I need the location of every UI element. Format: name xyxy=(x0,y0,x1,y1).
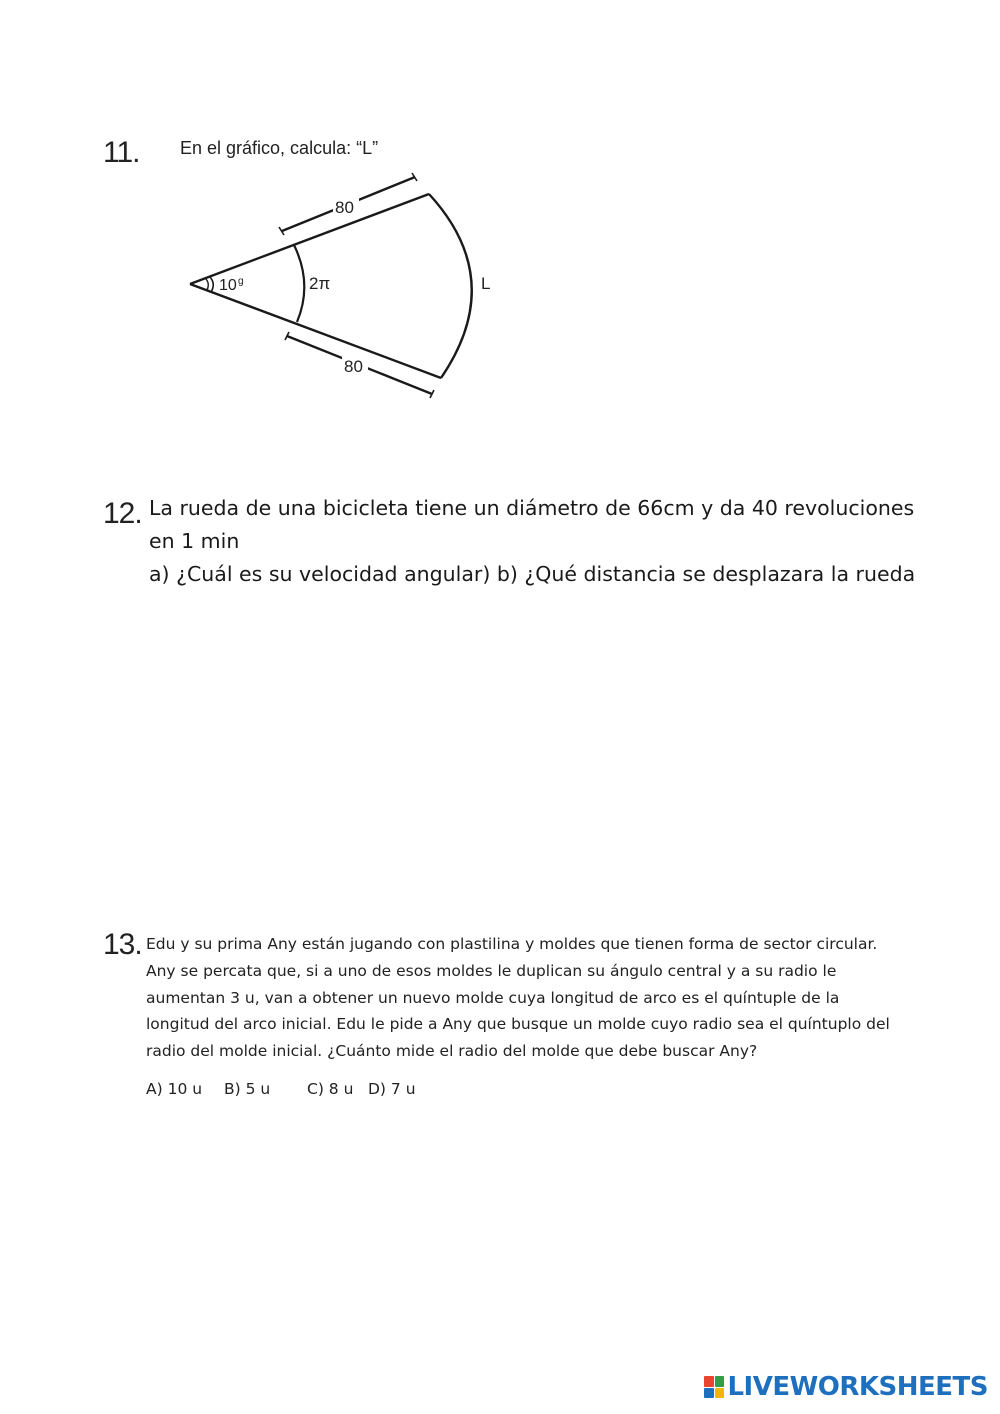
question-13-line: radio del molde inicial. ¿Cuánto mide el radio del molde que debe buscar Any? xyxy=(146,1042,758,1061)
angle-unit-label: g xyxy=(238,276,244,287)
question-13-line: aumentan 3 u, van a obtener un nuevo molde cuya longitud de arco es el quíntuple de la xyxy=(146,988,840,1007)
question-12-line: en 1 min xyxy=(149,529,240,553)
question-13-line: Edu y su prima Any están jugando con plastilina y moldes que tienen forma de sector circular. xyxy=(146,935,878,953)
option-a: A) 10 u xyxy=(146,1080,203,1098)
question-13-line: longitud del arco inicial. Edu le pide a Any que busque un molde cuyo radio sea el quíntuplo del xyxy=(146,1015,890,1034)
outer-arc-label: L xyxy=(481,274,491,293)
option-c: C) 8 u xyxy=(307,1080,354,1098)
logo-square-yellow xyxy=(715,1388,725,1399)
liveworksheets-logo-icon xyxy=(704,1376,724,1398)
question-12-text xyxy=(149,492,979,591)
angle-mark-inner xyxy=(206,279,208,290)
inner-arc-label: 2π xyxy=(309,274,331,293)
question-13-line: Any se percata que, si a uno de esos moldes le duplican su ángulo central y a su radio le xyxy=(146,961,837,980)
sector-upper-radius xyxy=(190,194,429,284)
angle-label: 10 xyxy=(219,277,237,294)
bottom-length-label: 80 xyxy=(344,357,363,376)
question-13-options xyxy=(146,1080,416,1098)
circular-sector-diagram xyxy=(170,160,510,410)
sector-outer-arc xyxy=(429,194,472,378)
option-b: B) 5 u xyxy=(224,1080,271,1098)
sector-inner-arc xyxy=(294,245,304,322)
option-d: D) 7 u xyxy=(368,1080,416,1098)
liveworksheets-logo-text: LIVEWORKSHEETS xyxy=(727,1372,988,1402)
question-11-prompt: En el gráfico, calcula: “L” xyxy=(180,138,379,158)
question-13-number: 13. xyxy=(103,928,142,961)
question-12-number: 12. xyxy=(103,497,142,530)
angle-mark xyxy=(210,277,213,292)
logo-square-green xyxy=(715,1376,725,1387)
logo-square-red xyxy=(704,1376,714,1387)
sector-lower-radius xyxy=(190,284,441,378)
question-12-line: La rueda de una bicicleta tiene un diámetro de 66cm y da 40 revoluciones xyxy=(149,496,915,520)
logo-square-blue xyxy=(704,1388,714,1399)
liveworksheets-logo xyxy=(704,1370,988,1404)
question-11-number: 11. xyxy=(103,136,140,169)
top-length-label: 80 xyxy=(335,198,354,217)
question-12-line: a) ¿Cuál es su velocidad angular) b) ¿Qué distancia se desplazara la rueda xyxy=(149,562,916,586)
question-13-text xyxy=(146,931,946,1065)
